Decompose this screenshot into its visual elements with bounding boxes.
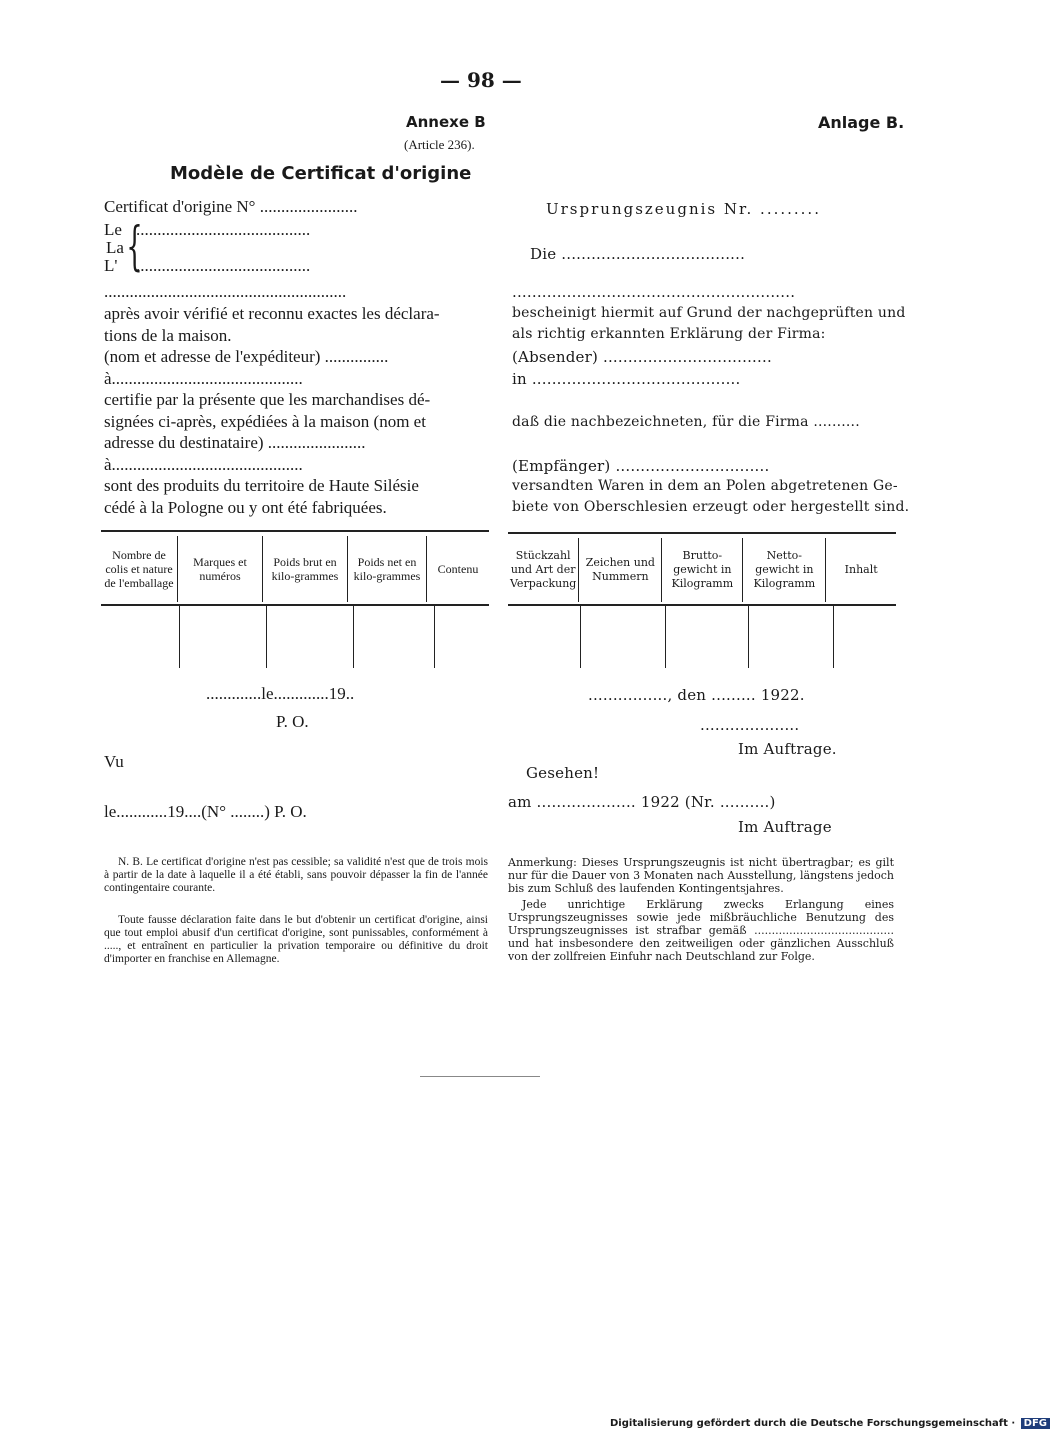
fr-date-line: .............le.............19.. xyxy=(206,684,355,703)
de-cert-line: Ursprungszeugnis Nr. ......... xyxy=(546,200,821,218)
de-col-brutto: Brutto-gewicht in Kilogramm xyxy=(662,538,743,602)
de-note-strafbar: Jede unrichtige Erklärung zwecks Erlangung eines Ursprungszeugnisses sowie jede mißbräuchliche Benutzung des Ursprungszeugnisses ist strafbar gemäß ........................................ und hat insbesondere den zeitweiligen oder gänzlichen Ausschluß von der zollfreien Einfuhr nach Deutschland zur Folge. xyxy=(508,898,894,963)
fr-para1b: tions de la maison. xyxy=(104,326,232,345)
de-signature-dots: .................... xyxy=(700,716,800,734)
fr-le: Le xyxy=(104,220,122,239)
de-am-line: am .................... 1922 (Nr. ..........) xyxy=(508,793,776,811)
fr-table-top-rule xyxy=(101,530,489,532)
fr-cert-line: Certificat d'origine N° ....................... xyxy=(104,197,358,216)
fr-para3a: sont des produits du territoire de Haute Silésie xyxy=(104,476,419,495)
de-note-anmerkung: Anmerkung: Dieses Ursprungszeugnis ist nicht übertragbar; es gilt nur für die Dauer von 3 Monaten nach Ausstellung, längstens jedoch bis zum Schluß des laufenden Kontingentsjahres. xyxy=(508,856,894,895)
fr-a2-line: à............................................. xyxy=(104,455,303,474)
fr-l: L' xyxy=(104,256,118,275)
de-col-inhalt: Inhalt xyxy=(844,563,878,576)
closing-rule xyxy=(420,1076,540,1077)
de-col-zeichen: Zeichen und Nummern xyxy=(579,538,662,602)
fr-col-colis: Nombre de colis et nature de l'emballage xyxy=(101,536,178,602)
fr-col-marques: Marques et numéros xyxy=(178,536,263,602)
de-date-line: ................, den ......... 1922. xyxy=(588,686,805,704)
fr-annex-heading: Annexe B xyxy=(406,113,486,131)
dfg-logo: DFG xyxy=(1021,1418,1050,1429)
de-table-body xyxy=(508,606,896,668)
page-number: — 98 — xyxy=(440,68,522,92)
fr-para2a: certifie par la présente que les marchandises dé- xyxy=(104,390,431,409)
fr-para1: après avoir vérifié et reconnu exactes les déclara- xyxy=(104,304,440,323)
de-para2: daß die nachbezeichneten, für die Firma .......... xyxy=(512,414,860,430)
fr-note-fraud: Toute fausse déclaration faite dans le but d'obtenir un certificat d'origine, ainsi que tout emploi abusif d'un certificat d'origine, sont punissables, conformément à ....., et entraînent en particulier la privation temporaire ou définitive du droit d'importer en franchise en Allemagne. xyxy=(104,914,488,965)
de-col-stueckzahl: Stückzahl und Art der Verpackung xyxy=(508,538,579,602)
de-empfaenger-line: (Empfänger) ............................... xyxy=(512,457,770,475)
de-table-top-rule xyxy=(508,532,896,534)
fr-para3b: cédé à la Pologne ou y ont été fabriquées. xyxy=(104,498,387,517)
de-para3a: versandten Waren in dem an Polen abgetretenen Ge- xyxy=(512,478,898,494)
footer-credit xyxy=(610,1418,1050,1429)
fr-a1-line: à............................................. xyxy=(104,369,303,388)
fr-l-dots: ......................................... xyxy=(136,256,311,275)
fr-col-contenu: Contenu xyxy=(437,562,479,576)
brace-icon: { xyxy=(126,217,143,277)
de-in-line: in .......................................... xyxy=(512,370,741,388)
de-gesehen: Gesehen! xyxy=(526,764,600,782)
fr-col-poids-net: Poids net en kilo-grammes xyxy=(348,536,427,602)
fr-table-body xyxy=(101,606,489,668)
fr-blank-line: ......................................................... xyxy=(104,282,347,301)
de-para1a: bescheinigt hiermit auf Grund der nachgeprüften und xyxy=(512,305,906,321)
fr-le-dots: ......................................... xyxy=(136,220,311,239)
de-goods-table xyxy=(508,538,896,602)
de-die-line: Die ..................................... xyxy=(530,245,746,263)
fr-note-nb: N. B. Le certificat d'origine n'est pas cessible; sa validité n'est que de trois mois à partir de la date à laquelle il a été établi, sans pouvoir dépasser la fin de l'année contingentaire courante. xyxy=(104,856,488,894)
fr-po: P. O. xyxy=(276,712,309,731)
de-para3b: biete von Oberschlesien erzeugt oder hergestellt sind. xyxy=(512,499,910,515)
fr-la: La xyxy=(106,238,124,257)
footer-text: Digitalisierung gefördert durch die Deutsche Forschungsgemeinschaft · xyxy=(610,1418,1016,1429)
fr-goods-table xyxy=(101,536,489,602)
de-im-auftrage-2: Im Auftrage xyxy=(738,818,832,836)
fr-title: Modèle de Certificat d'origine xyxy=(170,163,472,184)
fr-col-poids-brut: Poids brut en kilo-grammes xyxy=(263,536,348,602)
fr-para2b: signées ci-après, expédiées à la maison (nom et xyxy=(104,412,426,431)
fr-expediteur-line: (nom et adresse de l'expéditeur) ............... xyxy=(104,347,389,366)
fr-le-line: le............19....(N° ........) P. O. xyxy=(104,802,307,821)
de-col-netto: Netto-gewicht in Kilogramm xyxy=(743,538,826,602)
de-absender-line: (Absender) .................................. xyxy=(512,348,772,366)
de-blank-line: ......................................................... xyxy=(512,283,796,301)
de-im-auftrage-1: Im Auftrage. xyxy=(738,740,837,758)
de-para1b: als richtig erkannten Erklärung der Firma: xyxy=(512,326,826,342)
fr-article-ref: (Article 236). xyxy=(404,137,475,152)
fr-para2c: adresse du destinataire) ....................... xyxy=(104,433,366,452)
de-annex-heading: Anlage B. xyxy=(818,113,905,132)
fr-vu: Vu xyxy=(104,752,124,771)
